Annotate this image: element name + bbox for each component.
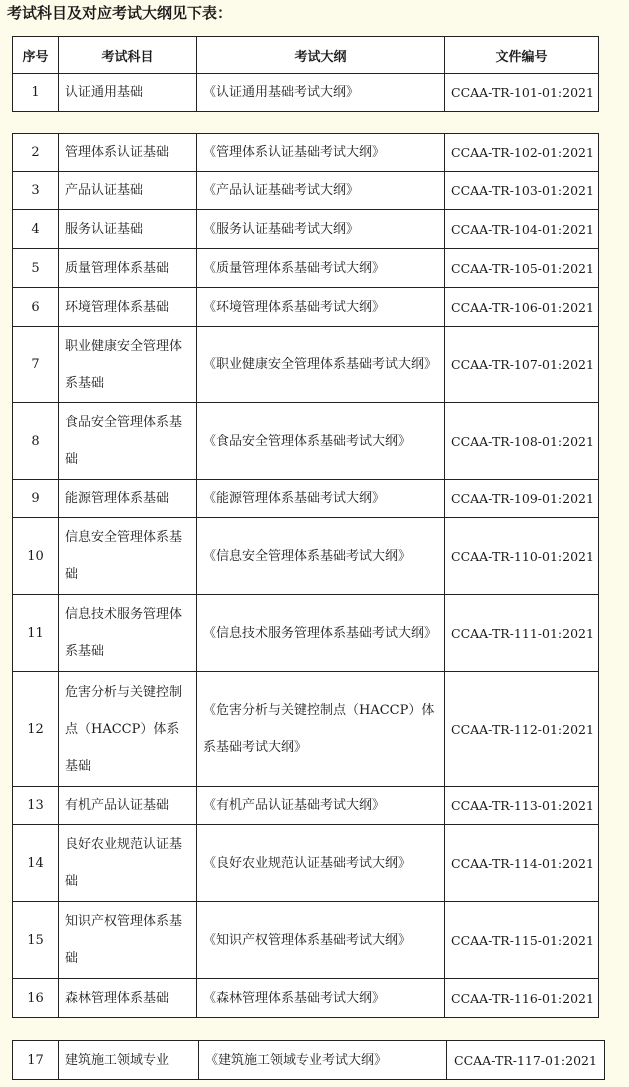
header-no: 序号: [13, 37, 59, 74]
table-row: [13, 403, 599, 480]
row-no: 3: [13, 172, 59, 210]
row-outline: 《食品安全管理体系基础考试大纲》: [197, 403, 445, 480]
row-subject: 产品认证基础: [59, 172, 197, 210]
row-subject: 食品安全管理体系基础: [59, 403, 197, 480]
row-code: CCAA-TR-113-01:2021: [445, 787, 599, 825]
row-code: CCAA-TR-114-01:2021: [445, 825, 599, 902]
row-outline: 《职业健康安全管理体系基础考试大纲》: [197, 327, 445, 403]
row-code: CCAA-TR-109-01:2021: [445, 480, 599, 518]
table-row: [13, 210, 599, 249]
row-code: CCAA-TR-101-01:2021: [445, 74, 599, 112]
header-outline: 考试大纲: [197, 37, 445, 74]
row-outline: 《能源管理体系基础考试大纲》: [197, 480, 445, 518]
row-code: CCAA-TR-104-01:2021: [445, 210, 599, 249]
row-no: 12: [13, 672, 59, 787]
table-row: [13, 327, 599, 403]
row-no: 13: [13, 787, 59, 825]
row-code: CCAA-TR-117-01:2021: [447, 1041, 605, 1080]
row-no: 6: [13, 288, 59, 327]
table-row: [13, 480, 599, 518]
row-subject: 认证通用基础: [59, 74, 197, 112]
row-outline: 《知识产权管理体系基础考试大纲》: [197, 902, 445, 979]
row-no: 4: [13, 210, 59, 249]
table-header-row: [13, 37, 599, 74]
row-no: 8: [13, 403, 59, 480]
row-subject: 信息安全管理体系基础: [59, 518, 197, 595]
row-no: 16: [13, 979, 59, 1018]
table-row: [13, 787, 599, 825]
row-outline: 《良好农业规范认证基础考试大纲》: [197, 825, 445, 902]
row-no: 7: [13, 327, 59, 403]
table-row: [13, 672, 599, 787]
row-outline: 《危害分析与关键控制点（HACCP）体系基础考试大纲》: [197, 672, 445, 787]
table-row: [13, 979, 599, 1018]
row-subject: 有机产品认证基础: [59, 787, 197, 825]
table-row: [13, 902, 599, 979]
row-code: CCAA-TR-108-01:2021: [445, 403, 599, 480]
row-no: 11: [13, 595, 59, 672]
row-outline: 《信息技术服务管理体系基础考试大纲》: [197, 595, 445, 672]
row-subject: 森林管理体系基础: [59, 979, 197, 1018]
row-subject: 服务认证基础: [59, 210, 197, 249]
row-code: CCAA-TR-107-01:2021: [445, 327, 599, 403]
row-no: 9: [13, 480, 59, 518]
row-outline: 《建筑施工领域专业考试大纲》: [199, 1041, 447, 1080]
header-subject: 考试科目: [59, 37, 197, 74]
row-no: 10: [13, 518, 59, 595]
exam-table-part-1: [12, 36, 599, 112]
row-outline: 《管理体系认证基础考试大纲》: [197, 134, 445, 172]
row-subject: 职业健康安全管理体系基础: [59, 327, 197, 403]
row-code: CCAA-TR-110-01:2021: [445, 518, 599, 595]
row-code: CCAA-TR-106-01:2021: [445, 288, 599, 327]
row-subject: 危害分析与关键控制点（HACCP）体系基础: [59, 672, 197, 787]
row-code: CCAA-TR-115-01:2021: [445, 902, 599, 979]
row-no: 2: [13, 134, 59, 172]
row-outline: 《有机产品认证基础考试大纲》: [197, 787, 445, 825]
row-no: 5: [13, 249, 59, 288]
table-row: [13, 249, 599, 288]
row-subject: 信息技术服务管理体系基础: [59, 595, 197, 672]
row-outline: 《认证通用基础考试大纲》: [197, 74, 445, 112]
row-subject: 知识产权管理体系基础: [59, 902, 197, 979]
table-row: [13, 74, 599, 112]
row-subject: 环境管理体系基础: [59, 288, 197, 327]
row-subject: 良好农业规范认证基础: [59, 825, 197, 902]
row-outline: 《服务认证基础考试大纲》: [197, 210, 445, 249]
row-outline: 《信息安全管理体系基础考试大纲》: [197, 518, 445, 595]
row-subject: 能源管理体系基础: [59, 480, 197, 518]
table-row: [13, 825, 599, 902]
row-code: CCAA-TR-102-01:2021: [445, 134, 599, 172]
row-subject: 管理体系认证基础: [59, 134, 197, 172]
row-outline: 《质量管理体系基础考试大纲》: [197, 249, 445, 288]
table-row: [13, 172, 599, 210]
row-subject: 建筑施工领域专业: [59, 1041, 199, 1080]
row-code: CCAA-TR-116-01:2021: [445, 979, 599, 1018]
row-no: 17: [13, 1041, 59, 1080]
row-no: 1: [13, 74, 59, 112]
table-row: [13, 134, 599, 172]
exam-table-part-2: [12, 133, 599, 1018]
exam-table-part-3: [12, 1040, 605, 1080]
row-code: CCAA-TR-105-01:2021: [445, 249, 599, 288]
row-no: 15: [13, 902, 59, 979]
table-row: [13, 1041, 605, 1080]
row-outline: 《环境管理体系基础考试大纲》: [197, 288, 445, 327]
header-code: 文件编号: [445, 37, 599, 74]
table-row: [13, 288, 599, 327]
row-subject: 质量管理体系基础: [59, 249, 197, 288]
row-code: CCAA-TR-111-01:2021: [445, 595, 599, 672]
row-code: CCAA-TR-103-01:2021: [445, 172, 599, 210]
table-row: [13, 518, 599, 595]
row-no: 14: [13, 825, 59, 902]
row-code: CCAA-TR-112-01:2021: [445, 672, 599, 787]
row-outline: 《产品认证基础考试大纲》: [197, 172, 445, 210]
table-row: [13, 595, 599, 672]
page-title: 考试科目及对应考试大纲见下表：: [7, 4, 233, 22]
row-outline: 《森林管理体系基础考试大纲》: [197, 979, 445, 1018]
